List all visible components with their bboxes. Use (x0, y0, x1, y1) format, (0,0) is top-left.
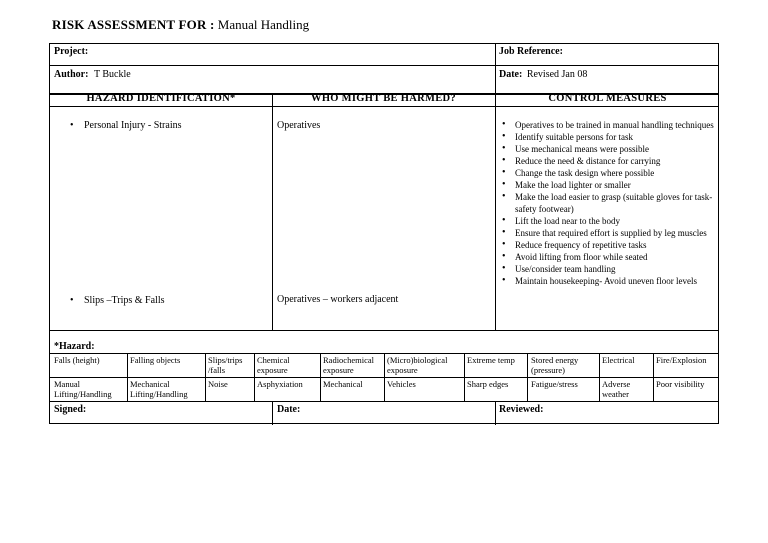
hazard-key-cell: Fire/Explosion (656, 355, 707, 365)
control-measure-item: • Reduce frequency of repetitive tasks (499, 239, 717, 251)
control-measure-item: • Ensure that required effort is supplied by leg muscles (499, 227, 717, 239)
risk-assessment-table (49, 43, 719, 424)
divider-line (50, 330, 718, 331)
hazard-key-cell: Adverse weather (602, 379, 631, 399)
hazard-key-cell: Mechanical Lifting/Handling (130, 379, 188, 399)
date-value: Revised Jan 08 (526, 69, 588, 80)
control-measure-item: • Use mechanical means were possible (499, 143, 717, 155)
key-divider (599, 353, 600, 401)
footer-divider (272, 401, 273, 425)
control-measure-item: • Make the load easier to grasp (suitable gloves for task- safety footwear) (499, 191, 717, 215)
control-measure-item: • Avoid lifting from floor while seated (499, 251, 717, 263)
column-divider (272, 94, 273, 330)
hazard-key-cell: Electrical (602, 355, 635, 365)
hazard-list (50, 295, 272, 307)
key-divider (653, 353, 654, 401)
hazard-key-cell: Asphyxiation (257, 379, 303, 389)
title-prefix: RISK ASSESSMENT FOR : (52, 17, 215, 32)
key-divider (320, 353, 321, 401)
divider-line (50, 106, 718, 107)
author-value: T Buckle (93, 69, 131, 80)
control-measure-item: • Maintain housekeeping- Avoid uneven floor levels (499, 275, 717, 287)
hazard-key-cell: Poor visibility (656, 379, 705, 389)
control-measure-item: • Reduce the need & distance for carrying (499, 155, 717, 167)
reviewed-label: Reviewed: (499, 404, 544, 415)
key-divider (464, 353, 465, 401)
author-field (54, 69, 131, 80)
document-title (52, 17, 309, 33)
key-divider (254, 353, 255, 401)
column-divider (495, 94, 496, 330)
control-measures-list (499, 119, 717, 287)
control-measure-item: • Make the load lighter or smaller (499, 179, 717, 191)
divider-line (50, 401, 718, 402)
key-divider (205, 353, 206, 401)
hazard-list (50, 120, 272, 132)
hazard-key-cell: Chemical exposure (257, 355, 290, 375)
footer-divider (495, 401, 496, 425)
hazard-key-cell: Manual Lifting/Handling (54, 379, 112, 399)
date-label: Date: (499, 69, 523, 80)
hazard-key-cell: Extreme temp (467, 355, 515, 365)
control-measure-item: • Identify suitable persons for task (499, 131, 717, 143)
who-item: Operatives (277, 120, 321, 131)
hazard-key-cell: Vehicles (387, 379, 416, 389)
date-field (499, 69, 587, 80)
footer-date-label: Date: (277, 404, 301, 415)
hazard-item: • Personal Injury - Strains (50, 120, 272, 132)
hazard-key-cell: Sharp edges (467, 379, 509, 389)
hazard-key-cell: Falling objects (130, 355, 181, 365)
author-label: Author: (54, 69, 89, 80)
signed-label: Signed: (54, 404, 87, 415)
header-divider (495, 44, 496, 94)
hazard-key-cell: Stored energy (pressure) (531, 355, 579, 375)
hazard-key-cell: Radiochemical exposure (323, 355, 374, 375)
divider-line (50, 65, 718, 66)
control-measure-item: • Operatives to be trained in manual handling techniques (499, 119, 717, 131)
project-field (54, 46, 88, 57)
hazard-key-label: *Hazard: (54, 341, 95, 352)
job-reference-field (499, 46, 563, 57)
key-divider (527, 353, 528, 401)
control-column-header: CONTROL MEASURES (548, 93, 667, 104)
hazard-column-header: HAZARD IDENTIFICATION* (86, 93, 236, 104)
hazard-key-cell: (Micro)biological exposure (387, 355, 448, 375)
hazard-key-cell: Slips/trips /falls (208, 355, 243, 375)
hazard-key-cell: Noise (208, 379, 228, 389)
key-divider (127, 353, 128, 401)
project-label: Project: (54, 46, 89, 57)
who-item: Operatives – workers adjacent (277, 294, 399, 305)
hazard-item: • Slips –Trips & Falls (50, 295, 272, 307)
who-column-header: WHO MIGHT BE HARMED? (311, 93, 456, 104)
control-measure-item: • Change the task design where possible (499, 167, 717, 179)
title-subject: Manual Handling (217, 17, 310, 32)
hazard-key-cell: Mechanical (323, 379, 363, 389)
hazard-key-cell: Falls (height) (54, 355, 100, 365)
control-measure-item: • Use/consider team handling (499, 263, 717, 275)
key-divider (384, 353, 385, 401)
hazard-key-cell: Fatigue/stress (531, 379, 578, 389)
job-reference-label: Job Reference: (499, 46, 563, 57)
control-measure-item: • Lift the load near to the body (499, 215, 717, 227)
